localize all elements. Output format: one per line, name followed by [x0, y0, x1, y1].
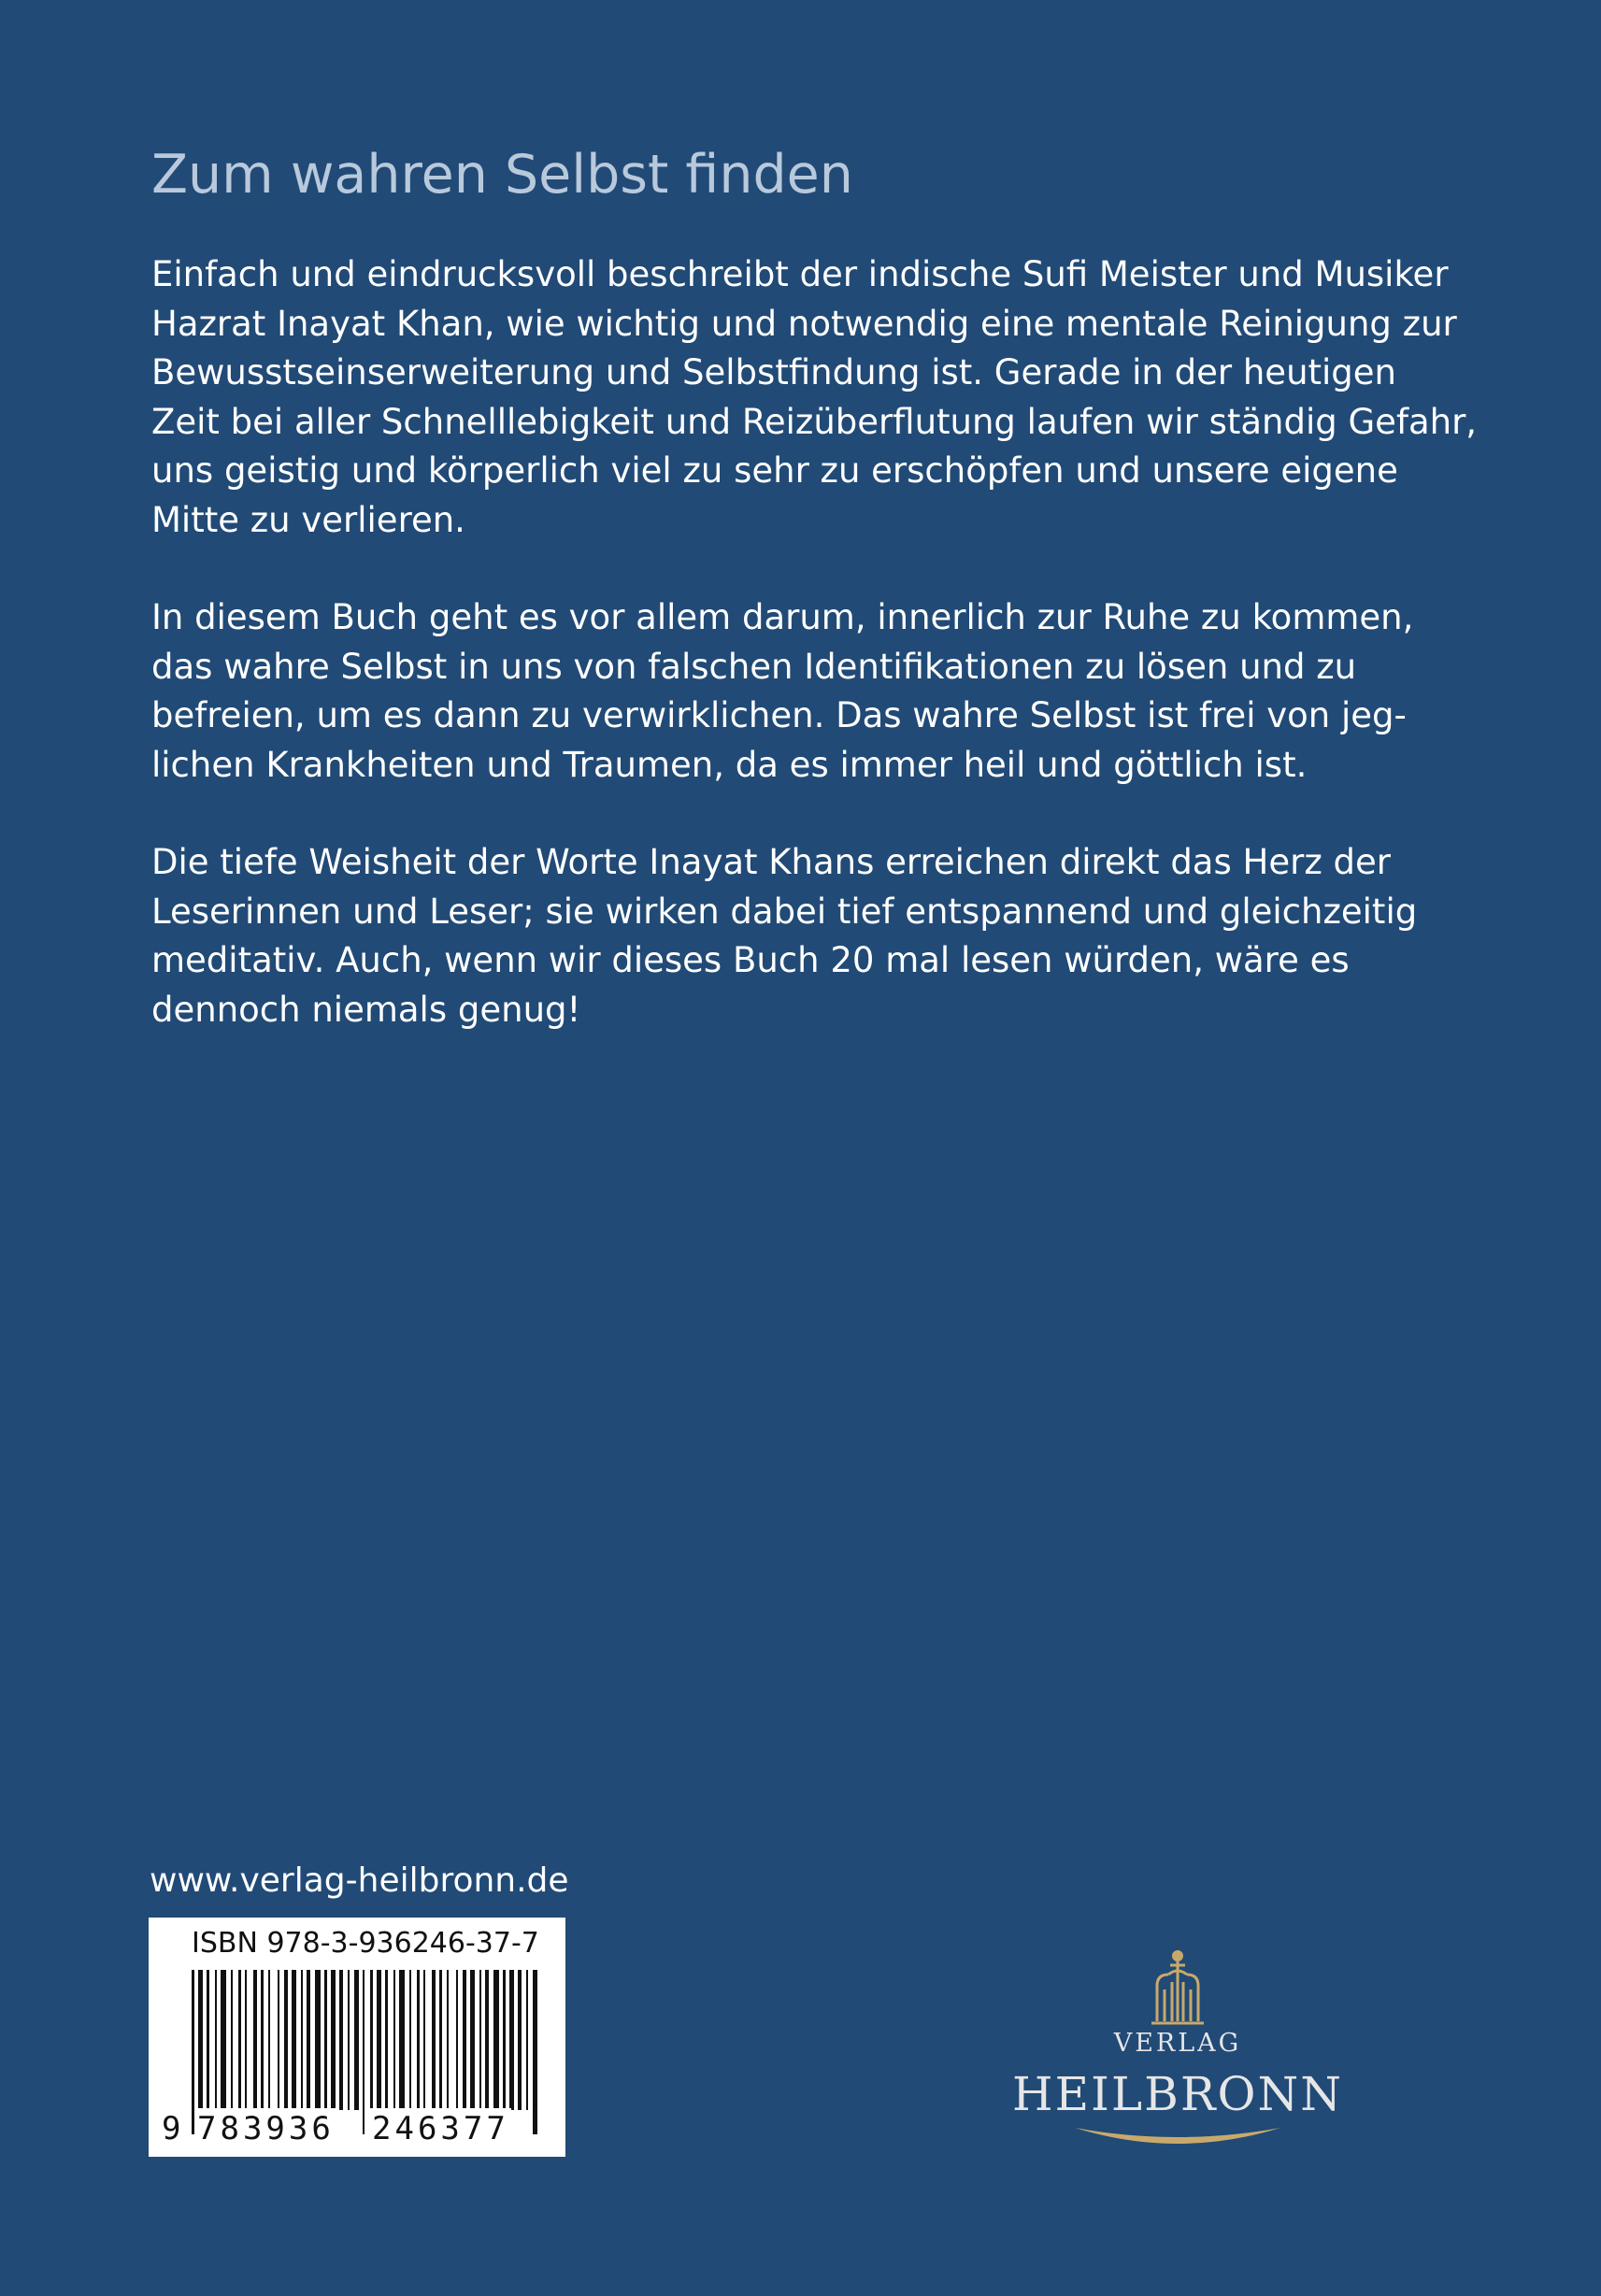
publisher-logo: [991, 1939, 1365, 2163]
barcode-bar: [479, 1970, 481, 2110]
isbn-barcode: [149, 1918, 565, 2157]
barcode-digits: [149, 2108, 565, 2149]
barcode-bar: [409, 1970, 411, 2110]
barcode-bar: [417, 1970, 420, 2110]
text-line: meditativ. Auch, wenn wir dieses Buch 20 mal lesen würden, wäre es: [151, 940, 1350, 980]
text-line: In diesem Buch geht es vor allem darum, innerlich zur Ruhe zu kommen,: [151, 597, 1414, 637]
text-line: uns geistig und körperlich viel zu sehr zu erschöpfen und unsere eigene: [151, 450, 1398, 491]
barcode-bar: [231, 1970, 233, 2110]
text-line: Hazrat Inayat Khan, wie wichtig und notwendig eine mentale Reinigung zur: [151, 303, 1457, 344]
barcode-bar: [509, 1970, 514, 2110]
barcode-bar: [301, 1970, 303, 2110]
barcode-bar: [503, 1970, 506, 2110]
barcode-bar: [526, 1970, 528, 2110]
barcode-bar: [278, 1970, 279, 2110]
text-line: das wahre Selbst in uns von falschen Identifikationen zu lösen und zu: [151, 646, 1357, 687]
text-line: lichen Krankheiten und Traumen, da es immer heil und göttlich ist.: [151, 744, 1308, 785]
barcode-bar: [393, 1970, 395, 2110]
text-line: befreien, um es dann zu verwirklichen. Das wahre Selbst ist frei von jeg-: [151, 695, 1407, 735]
barcode-digit-first: 9: [162, 2110, 181, 2147]
barcode-bar: [439, 1970, 442, 2110]
barcode-bar: [493, 1970, 499, 2110]
barcode-bar: [238, 1970, 241, 2110]
barcode-bar: [463, 1970, 466, 2110]
barcode-bar: [284, 1970, 288, 2110]
barcode-digit-group-left: 783936: [197, 2110, 335, 2147]
barcode-bar: [354, 1970, 359, 2110]
book-title: Zum wahren Selbst finden: [151, 144, 853, 206]
text-line: Mitte zu verlieren.: [151, 499, 465, 540]
barcode-bar: [253, 1970, 257, 2110]
barcode-bar: [348, 1970, 350, 2110]
barcode-bar: [432, 1970, 436, 2110]
barcode-bar: [447, 1970, 449, 2110]
text-line: dennoch niemals genug!: [151, 989, 581, 1030]
barcode-bar: [307, 1970, 310, 2110]
barcode-bar: [339, 1970, 343, 2110]
barcode-bar: [385, 1970, 388, 2110]
barcode-bar: [221, 1970, 226, 2110]
barcode-bar: [215, 1970, 217, 2110]
barcode-bar: [268, 1970, 270, 2110]
isbn-label: ISBN 978-3-936246-37-7: [192, 1927, 539, 1960]
blurb-paragraph-2: [151, 593, 1414, 790]
barcode-bar: [331, 1970, 336, 2110]
text-line: Bewusstseinserweiterung und Selbstfindung ist. Gerade in der heutigen: [151, 352, 1396, 392]
barcode-bar: [485, 1970, 489, 2110]
barcode-bar: [207, 1970, 209, 2110]
barcode-bar: [423, 1970, 425, 2110]
blurb-paragraph-1: [151, 250, 1478, 545]
publisher-website: www.verlag-heilbronn.de: [150, 1861, 569, 1900]
text-line: Zeit bei aller Schnelllebigkeit und Reizüberflutung laufen wir ständig Gefahr,: [151, 401, 1478, 442]
blurb-paragraph-3: [151, 838, 1418, 1034]
barcode-bar: [456, 1970, 458, 2110]
blurb-text: [151, 250, 1478, 1083]
text-line: Einfach und eindrucksvoll beschreibt der indische Sufi Meister und Musiker: [151, 254, 1449, 294]
text-line: Die tiefe Weisheit der Worte Inayat Khans erreichen direkt das Herz der: [151, 842, 1391, 882]
logo-heilbronn: HEILBRONN: [1012, 2067, 1343, 2121]
barcode-bar: [518, 1970, 522, 2110]
barcode-bar: [399, 1970, 405, 2110]
logo-verlag: VERLAG: [1113, 2029, 1242, 2058]
barcode-bar: [315, 1970, 321, 2110]
barcode-bar: [261, 1970, 264, 2110]
harp-emblem-icon: [991, 1939, 1365, 2029]
logo-swoosh-icon: [991, 2122, 1365, 2160]
barcode-bar: [292, 1970, 296, 2110]
text-line: Leserinnen und Leser; sie wirken dabei tief entspannend und gleichzeitig: [151, 891, 1418, 932]
barcode-bar: [470, 1970, 475, 2110]
barcode-digit-group-right: 246377: [372, 2110, 509, 2147]
barcode-bar: [245, 1970, 247, 2110]
barcode-bar: [324, 1970, 327, 2110]
barcode-bar: [377, 1970, 381, 2110]
